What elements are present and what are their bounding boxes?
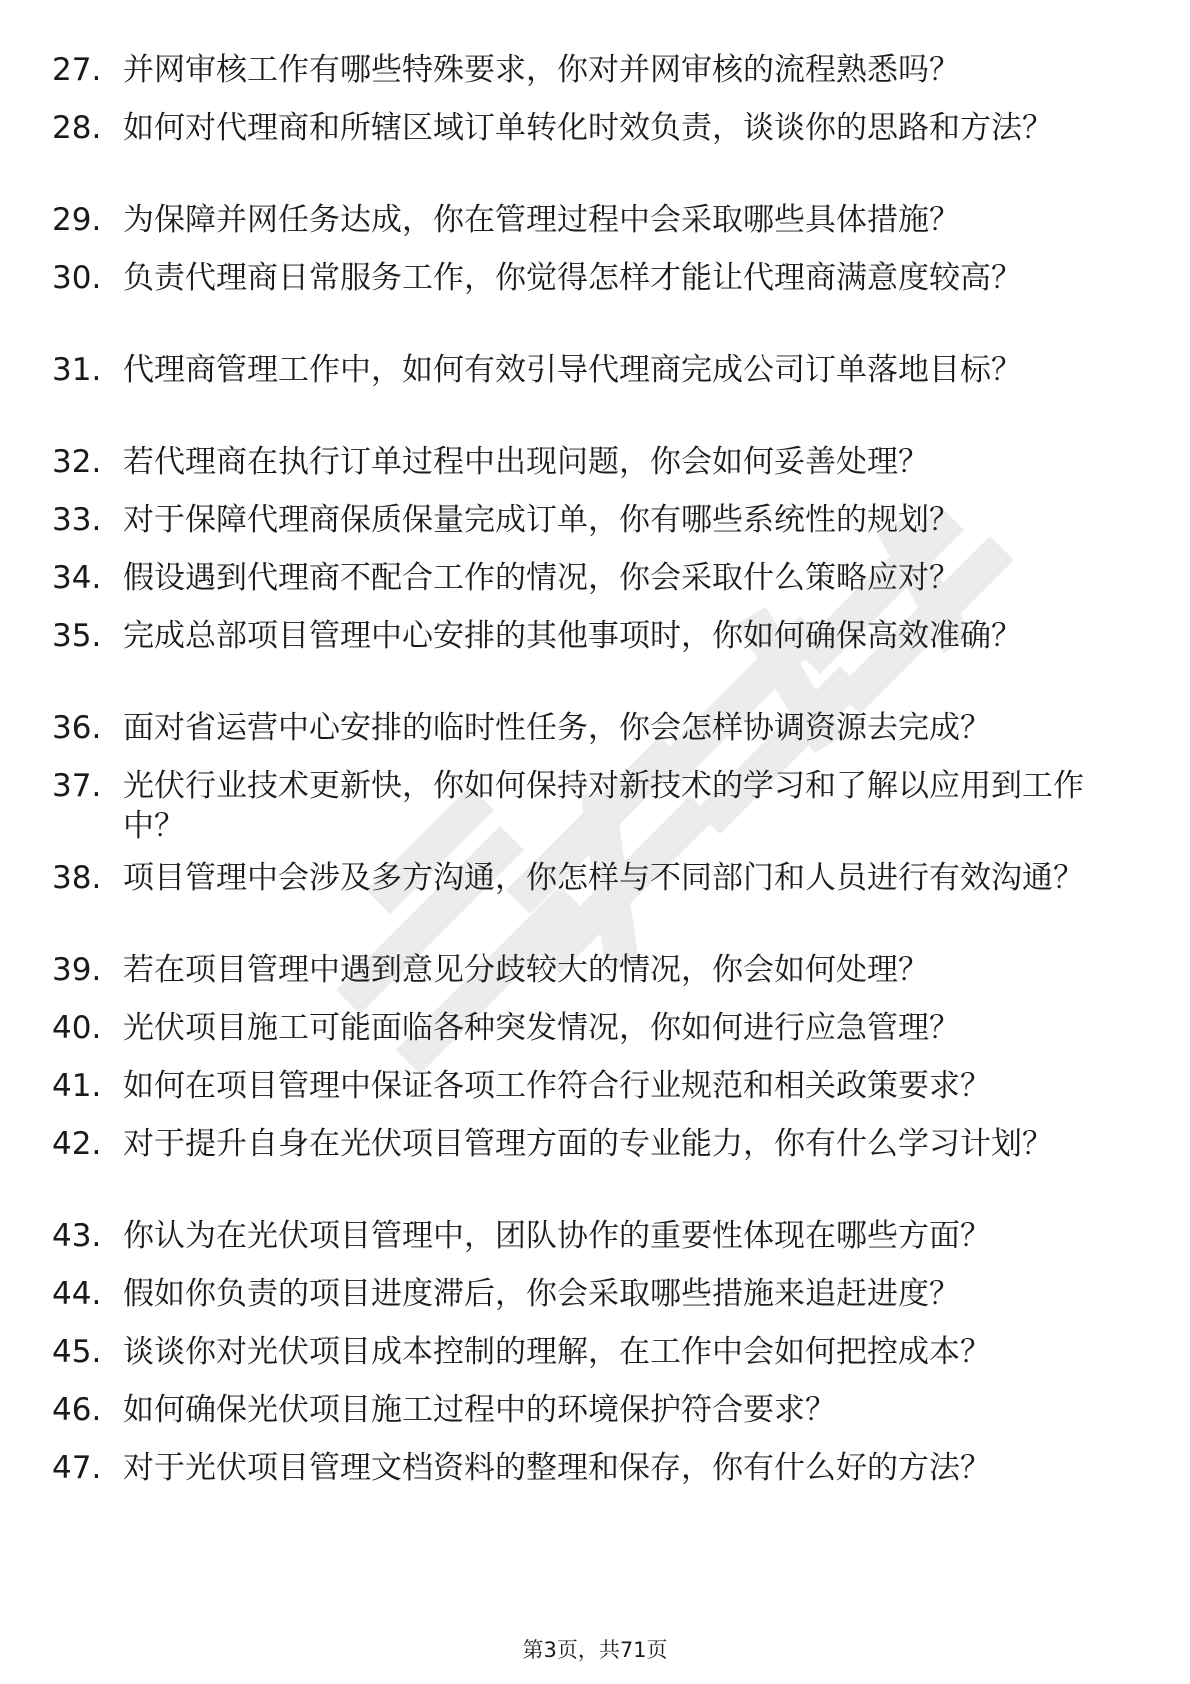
question-text: 如何在项目管理中保证各项工作符合行业规范和相关政策要求？ [123,1068,991,1104]
question-number: 37. [52,768,102,804]
question-text: 假设遇到代理商不配合工作的情况，你会采取什么策略应对？ [123,560,960,596]
question-text: 并网审核工作有哪些特殊要求，你对并网审核的流程熟悉吗？ [123,52,960,88]
question-number: 42. [52,1126,102,1162]
question-text: 假如你负责的项目进度滞后，你会采取哪些措施来追赶进度？ [123,1276,960,1312]
question-text: 如何对代理商和所辖区域订单转化时效负责，谈谈你的思路和方法？ [123,110,1053,146]
question-number: 41. [52,1068,102,1104]
question-number: 34. [52,560,102,596]
question-text: 负责代理商日常服务工作，你觉得怎样才能让代理商满意度较高？ [123,260,1022,296]
question-number: 47. [52,1450,102,1486]
question-number: 33. [52,502,102,538]
question-number: 40. [52,1010,102,1046]
question-number: 29. [52,202,102,238]
question-text: 谈谈你对光伏项目成本控制的理解，在工作中会如何把控成本？ [123,1334,991,1370]
question-text: 对于光伏项目管理文档资料的整理和保存，你有什么好的方法？ [123,1450,991,1486]
question-number: 39. [52,952,102,988]
question-number: 28. [52,110,102,146]
question-text: 如何确保光伏项目施工过程中的环境保护符合要求？ [123,1392,836,1428]
question-text: 光伏行业技术更新快，你如何保持对新技术的学习和了解以应用到工作中？ [123,768,1084,844]
question-number: 38. [52,860,102,896]
question-text: 你认为在光伏项目管理中，团队协作的重要性体现在哪些方面？ [123,1218,991,1254]
question-number: 44. [52,1276,102,1312]
question-number: 27. [52,52,102,88]
question-text: 若在项目管理中遇到意见分歧较大的情况，你会如何处理？ [123,952,929,988]
question-text: 面对省运营中心安排的临时性任务，你会怎样协调资源去完成？ [123,710,991,746]
question-number: 43. [52,1218,102,1254]
page-number-footer: 第3页，共71页 [522,1638,668,1662]
question-text: 光伏项目施工可能面临各种突发情况，你如何进行应急管理？ [123,1010,960,1046]
question-number: 45. [52,1334,102,1370]
question-number: 46. [52,1392,102,1428]
question-number: 35. [52,618,102,654]
question-number: 32. [52,444,102,480]
question-number: 36. [52,710,102,746]
question-number: 30. [52,260,102,296]
question-text: 完成总部项目管理中心安排的其他事项时，你如何确保高效准确？ [123,618,1022,654]
question-text: 项目管理中会涉及多方沟通，你怎样与不同部门和人员进行有效沟通？ [123,860,1084,896]
question-text: 对于提升自身在光伏项目管理方面的专业能力，你有什么学习计划？ [123,1126,1053,1162]
question-number: 31. [52,352,102,388]
question-text: 代理商管理工作中，如何有效引导代理商完成公司订单落地目标？ [123,352,1022,388]
question-text: 若代理商在执行订单过程中出现问题，你会如何妥善处理？ [123,444,929,480]
question-text: 为保障并网任务达成，你在管理过程中会采取哪些具体措施？ [123,202,960,238]
question-text: 对于保障代理商保质保量完成订单，你有哪些系统性的规划？ [123,502,960,538]
